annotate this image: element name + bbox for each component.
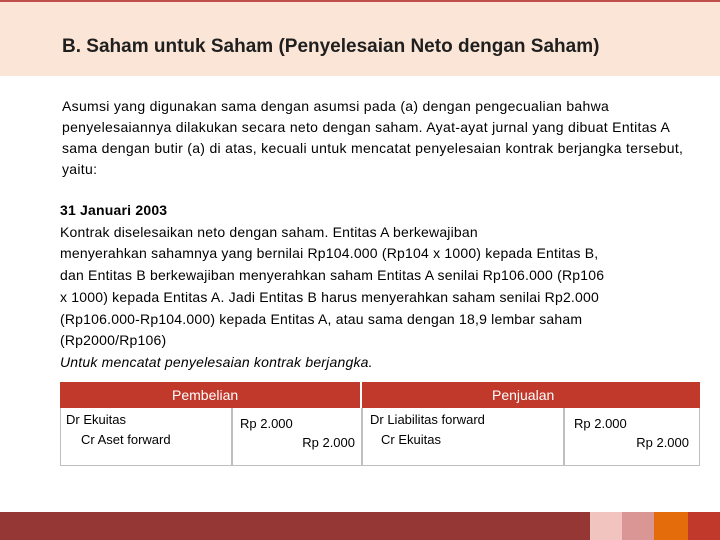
body-line: Kontrak diselesaikan neto dengan saham. Entitas A berkewajiban (60, 223, 478, 240)
body-line: menyerahkan sahamnya yang bernilai Rp104.000 (Rp104 x 1000) kepada Entitas B, (60, 245, 599, 262)
body-line: x 1000) kepada Entitas A. Jadi Entitas B harus menyerahkan saham senilai Rp2.000 (60, 288, 599, 305)
body-line: dan Entitas B berkewajiban menyerahkan saham Entitas A senilai Rp106.000 (Rp106 (60, 267, 605, 284)
footer-bar (0, 512, 720, 540)
penjualan-debit-amount: Rp 2.000 (574, 416, 627, 431)
footer-pink-block (622, 512, 654, 540)
pembelian-header (60, 382, 360, 408)
entry-note: Untuk mencatat penyelesaian kontrak berjangka. (60, 353, 373, 370)
footer-orange-block (654, 512, 688, 540)
slide-title: B. Saham untuk Saham (Penyelesaian Neto dengan Saham) (62, 36, 600, 57)
penjualan-credit-amount: Rp 2.000 (636, 435, 689, 450)
pembelian-credit-account: Cr Aset forward (81, 432, 171, 447)
body-line: (Rp106.000-Rp104.000) kepada Entitas A, atau sama dengan 18,9 lembar saham (60, 310, 583, 327)
body-paragraph (60, 200, 700, 374)
penjualan-credit-account: Cr Ekuitas (381, 432, 441, 447)
footer-dark-band (0, 512, 590, 540)
penjualan-accounts-cell (362, 408, 564, 466)
penjualan-debit-account: Dr Liabilitas forward (370, 412, 485, 427)
pembelian-debit-account: Dr Ekuitas (66, 412, 126, 427)
pembelian-header-label: Pembelian (172, 387, 239, 403)
penjualan-amounts-cell (564, 408, 700, 466)
pembelian-accounts-cell (60, 408, 232, 466)
footer-red-block (688, 512, 720, 540)
footer-pink-light-block (590, 512, 622, 540)
entry-date: 31 Januari 2003 (60, 202, 168, 218)
penjualan-header (362, 382, 700, 408)
body-line: (Rp2000/Rp106) (60, 332, 167, 349)
intro-paragraph: Asumsi yang digunakan sama dengan asumsi pada (a) dengan pengecualian bahwa penyelesaiannya dilakukan secara neto dengan saham. Ayat-ayat jurnal yang dibuat Entitas A sama dengan butir (a) di atas, kecuali untuk mencatat penyelesaian kontrak berjangka tersebut, yaitu: (62, 98, 684, 177)
penjualan-header-label: Penjualan (492, 387, 555, 403)
pembelian-credit-amount: Rp 2.000 (302, 435, 355, 450)
pembelian-debit-amount: Rp 2.000 (240, 416, 293, 431)
title-bar (0, 0, 720, 76)
pembelian-amounts-cell (232, 408, 362, 466)
